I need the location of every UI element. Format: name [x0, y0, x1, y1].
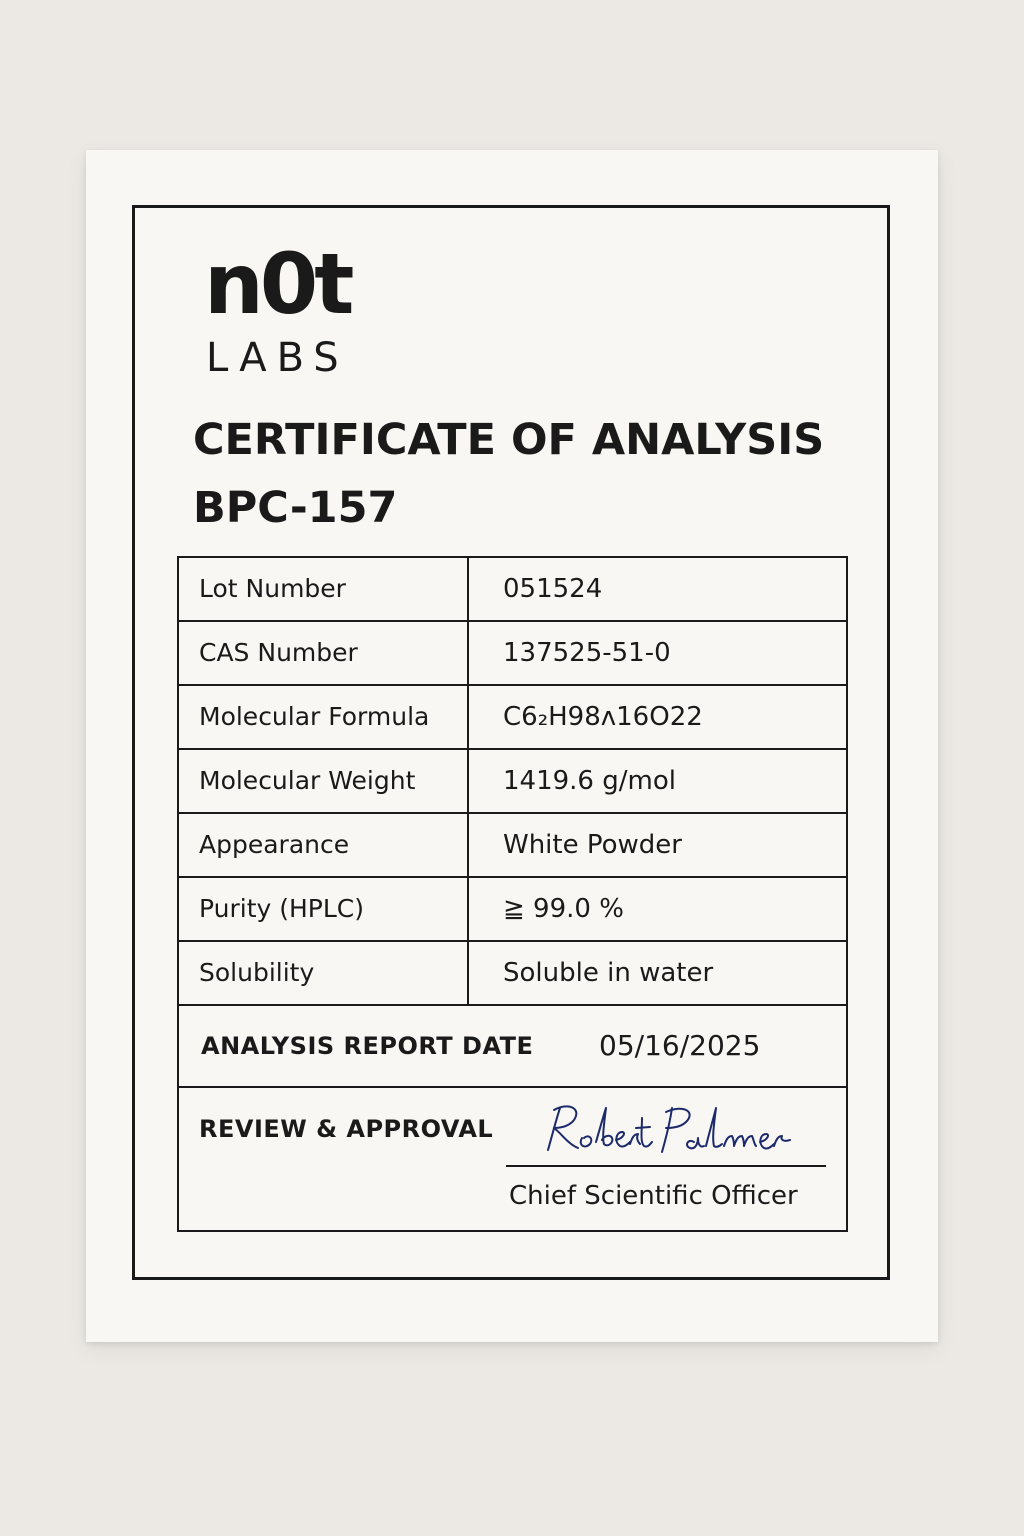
spec-value: 137525-51-0 — [503, 638, 671, 668]
spec-value: C6₂H98ʌ16O22 — [503, 702, 703, 732]
spec-value: White Powder — [503, 830, 682, 860]
approval-row — [179, 1088, 846, 1230]
certificate-paper — [86, 150, 938, 1342]
spec-label: Solubility — [179, 942, 469, 1004]
spec-value: 1419.6 g/mol — [503, 766, 676, 796]
signer-title: Chief Scientific Officer — [509, 1181, 798, 1211]
spec-label: Molecular Weight — [179, 750, 469, 812]
spec-value: ≧ 99.0 % — [503, 894, 624, 924]
table-row — [179, 686, 846, 750]
signature-line — [506, 1165, 826, 1167]
report-date-value: 05/16/2025 — [599, 1029, 761, 1062]
specifications-table — [177, 556, 848, 1232]
approval-label: REVIEW & APPROVAL — [199, 1115, 494, 1143]
table-row — [179, 622, 846, 686]
table-row — [179, 750, 846, 814]
spec-label: Molecular Formula — [179, 686, 469, 748]
spec-label: Appearance — [179, 814, 469, 876]
spec-value: 051524 — [503, 574, 603, 604]
signature — [534, 1098, 794, 1158]
document-title: CERTIFICATE OF ANALYSIS — [193, 415, 825, 465]
table-row — [179, 558, 846, 622]
logo-subtitle: LABS — [206, 335, 349, 381]
spec-label: Lot Number — [179, 558, 469, 620]
signature-image — [534, 1098, 794, 1158]
report-date-row — [179, 1006, 846, 1088]
spec-label: CAS Number — [179, 622, 469, 684]
spec-label: Purity (HPLC) — [179, 878, 469, 940]
table-row — [179, 814, 846, 878]
report-date-label: ANALYSIS REPORT DATE — [201, 1032, 534, 1060]
product-name: BPC-157 — [193, 483, 398, 533]
spec-value: Soluble in water — [503, 958, 714, 988]
logo-wordmark: n0t — [204, 235, 351, 333]
table-row — [179, 942, 846, 1006]
table-row — [179, 878, 846, 942]
